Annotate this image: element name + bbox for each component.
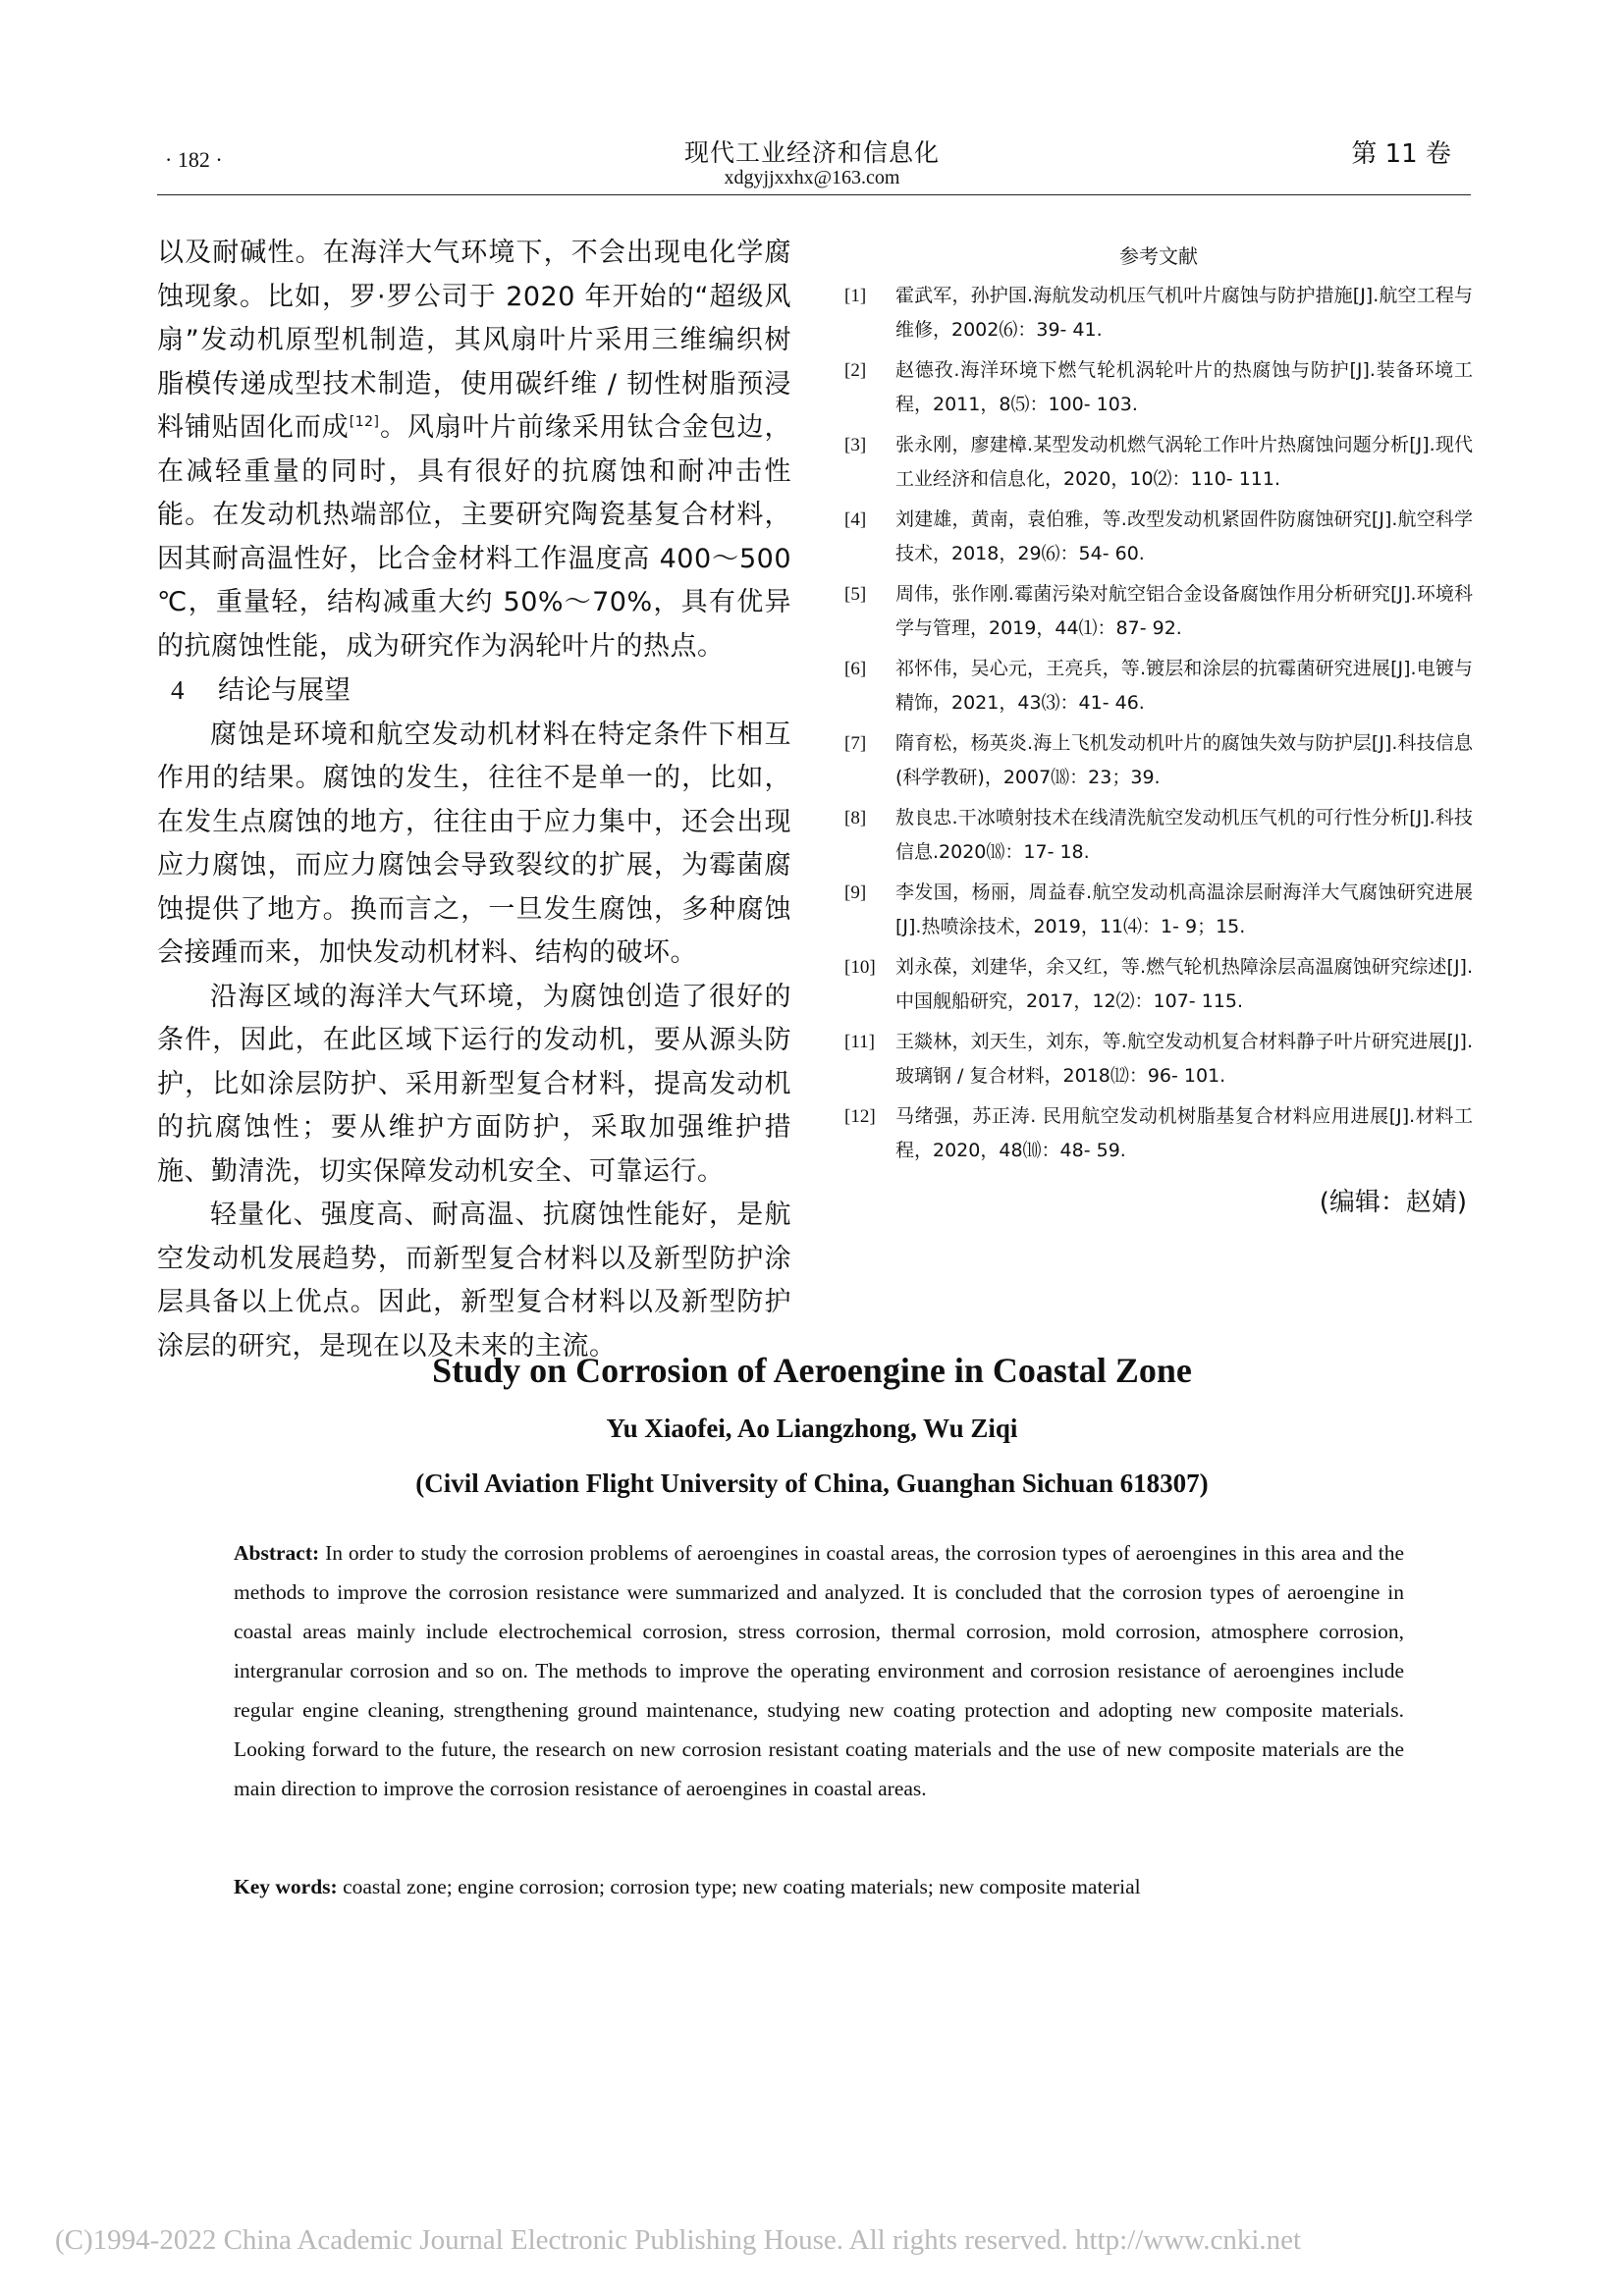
keywords-text: coastal zone; engine corrosion; corrosion type; new coating materials; new composite material xyxy=(337,1875,1141,1898)
english-abstract xyxy=(234,1533,1404,1808)
reference-item xyxy=(844,279,1473,347)
reference-list xyxy=(844,279,1473,1168)
reference-number: [9] xyxy=(844,882,867,903)
section-number: 4 xyxy=(171,675,185,705)
reference-text: 霍武军，孙护国.海航发动机压气机叶片腐蚀与防护措施[J].航空工程与维修，2002⑹：39- 41. xyxy=(895,285,1473,341)
header-divider xyxy=(157,194,1471,195)
reference-item xyxy=(844,726,1473,795)
reference-number: [8] xyxy=(844,808,867,828)
references-section xyxy=(844,241,1473,1218)
reference-text: 刘永葆，刘建华，余又红，等.燃气轮机热障涂层高温腐蚀研究综述[J].中国舰船研究，2017，12⑵：107- 115. xyxy=(895,956,1473,1012)
reference-item xyxy=(844,876,1473,944)
reference-text: 刘建雄，黄南，袁伯雅，等.改型发动机紧固件防腐蚀研究[J].航空科学技术，2018，29⑹：54- 60. xyxy=(895,508,1473,564)
reference-text: 王燚林，刘天生，刘东，等.航空发动机复合材料静子叶片研究进展[J].玻璃钢 / 复合材料，2018⑿：96- 101. xyxy=(895,1031,1473,1087)
reference-number: [10] xyxy=(844,957,876,978)
english-keywords xyxy=(234,1867,1404,1906)
reference-number: [4] xyxy=(844,509,867,530)
reference-number: [7] xyxy=(844,733,867,754)
volume-label: 第 11 卷 xyxy=(1351,139,1451,169)
reference-number: [6] xyxy=(844,659,867,679)
abstract-label: Abstract: xyxy=(234,1541,320,1565)
reference-item xyxy=(844,1099,1473,1168)
editor-note: (编辑：赵婧) xyxy=(1319,1188,1467,1217)
reference-text: 马绪强，苏正涛. 民用航空发动机树脂基复合材料应用进展[J].材料工程，2020，48⑽：48- 59. xyxy=(895,1105,1473,1161)
reference-item xyxy=(844,950,1473,1019)
reference-number: [5] xyxy=(844,584,867,605)
reference-item xyxy=(844,1025,1473,1094)
english-title: Study on Corrosion of Aeroengine in Coastal Zone xyxy=(432,1351,1192,1390)
left-column xyxy=(157,232,791,1368)
keywords-label: Key words: xyxy=(234,1875,338,1898)
abstract-text: In order to study the corrosion problems of aeroengines in coastal areas, the corrosion types of aeroengines in this area and the methods to improve the corrosion resistance were summarized and analyzed. It is concluded that the corrosion types of aeroengine in coastal areas mainly include electrochemical corrosion, stress corrosion, thermal corrosion, mold corrosion, atmosphere corrosion, intergranular corrosion and so on. The methods to improve the operating environment and corrosion resistance of aeroengines include regular engine cleaning, strengthening ground maintenance, studying new coating protection and adopting new composite materials. Looking forward to the future, the research on new corrosion resistant coating materials and the use of new composite materials are the main direction to improve the corrosion resistance of aeroengines in coastal areas. xyxy=(234,1541,1404,1800)
reference-number: [1] xyxy=(844,286,867,306)
right-column xyxy=(844,232,1473,1218)
section-title: 结论与展望 xyxy=(218,675,351,706)
body-paragraph-3: 沿海区域的海洋大气环境，为腐蚀创造了很好的条件，因此，在此区域下运行的发动机，要从源头防护，比如涂层防护、采用新型复合材料，提高发动机的抗腐蚀性；要从维护方面防护，采取加强维护措施、勤清洗，切实保障发动机安全、可靠运行。 xyxy=(157,981,791,1187)
copyright-footer: (C)1994-2022 China Academic Journal Electronic Publishing House. All rights reserved. http://www.cnki.net xyxy=(55,2224,1302,2256)
reference-item xyxy=(844,428,1473,497)
reference-item xyxy=(844,801,1473,870)
citation: [12] xyxy=(349,414,380,430)
body-paragraph-4: 轻量化、强度高、耐高温、抗腐蚀性能好，是航空发动机发展趋势，而新型复合材料以及新型防护涂层具备以上优点。因此，新型复合材料以及新型防护涂层的研究，是现在以及未来的主流。 xyxy=(157,1200,791,1362)
reference-text: 张永刚，廖建樟.某型发动机燃气涡轮工作叶片热腐蚀问题分析[J].现代工业经济和信息化，2020，10⑵：110- 111. xyxy=(895,434,1473,490)
reference-item xyxy=(844,577,1473,646)
reference-text: 周伟，张作刚.霉菌污染对航空铝合金设备腐蚀作用分析研究[J].环境科学与管理，2019，44⑴：87- 92. xyxy=(895,583,1473,639)
references-title: 参考文献 xyxy=(1119,244,1198,268)
reference-text: 隋育松，杨英炎.海上飞机发动机叶片的腐蚀失效与防护层[J].科技信息(科学教研)，2007⒅：23；39. xyxy=(895,732,1473,788)
reference-number: [3] xyxy=(844,435,867,455)
reference-item xyxy=(844,652,1473,721)
reference-text: 敖良忠.干冰喷射技术在线清洗航空发动机压气机的可行性分析[J].科技信息.2020⒅：17- 18. xyxy=(895,807,1473,863)
english-authors: Yu Xiaofei, Ao Liangzhong, Wu Ziqi xyxy=(606,1414,1018,1443)
body-paragraph-2: 腐蚀是环境和航空发动机材料在特定条件下相互作用的结果。腐蚀的发生，往往不是单一的，比如，在发生点腐蚀的地方，往往由于应力集中，还会出现应力腐蚀，而应力腐蚀会导致裂纹的扩展，为霉菌腐蚀提供了地方。换而言之，一旦发生腐蚀，多种腐蚀会接踵而来，加快发动机材料、结构的破坏。 xyxy=(157,719,791,968)
reference-number: [12] xyxy=(844,1106,876,1127)
journal-email: xdgyjjxxhx@163.com xyxy=(724,167,900,188)
reference-item xyxy=(844,353,1473,422)
reference-number: [2] xyxy=(844,360,867,381)
body-paragraph-1: 以及耐碱性。在海洋大气环境下，不会出现电化学腐蚀现象。比如，罗·罗公司于 2020 年开始的“超级风扇”发动机原型机制造，其风扇叶片采用三维编织树脂模传递成型技术制造，使用碳纤维 / 韧性树脂预浸料铺贴固化而成[12]。风扇叶片前缘采用钛合金包边，在减轻重量的同时，具有很好的抗腐蚀和耐冲击性能。在发动机热端部位，主要研究陶瓷基复合材料，因其耐高温性好，比合金材料工作温度高 400～500 ℃，重量轻，结构减重大约 50%～70%，具有优异的抗腐蚀性能，成为研究作为涡轮叶片的热点。 xyxy=(157,238,792,662)
section-heading xyxy=(171,668,791,714)
reference-text: 赵德孜.海洋环境下燃气轮机涡轮叶片的热腐蚀与防护[J].装备环境工程，2011，8⑸：100- 103. xyxy=(895,359,1473,415)
page-number: · 182 · xyxy=(165,147,223,172)
journal-title: 现代工业经济和信息化 xyxy=(683,138,940,167)
reference-text: 李发国，杨丽，周益春.航空发动机高温涂层耐海洋大气腐蚀研究进展[J].热喷涂技术，2019，11⑷：1- 9；15. xyxy=(895,881,1473,937)
reference-item xyxy=(844,503,1473,571)
reference-number: [11] xyxy=(844,1032,875,1052)
english-affiliation: (Civil Aviation Flight University of China, Guanghan Sichuan 618307) xyxy=(415,1468,1209,1498)
reference-text: 祁怀伟，吴心元，王亮兵，等.镀层和涂层的抗霉菌研究进展[J].电镀与精饰，2021，43⑶：41- 46. xyxy=(895,658,1473,714)
